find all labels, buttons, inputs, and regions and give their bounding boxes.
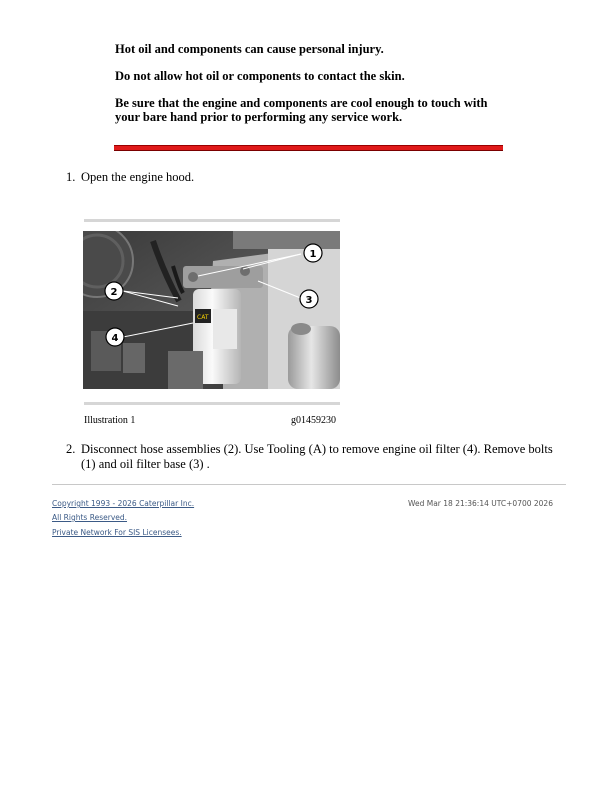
footer-copyright	[52, 499, 194, 508]
step-1-number: 1.	[66, 170, 76, 184]
svg-text:3: 3	[305, 295, 313, 306]
illustration-photo	[83, 231, 340, 389]
warning-block	[115, 42, 515, 134]
step-2-text: Disconnect hose assemblies (2). Use Tooling (A) to remove engine oil filter (4). Remove bolts (1) and oil filter base (3) .	[81, 442, 553, 471]
illustration-label: Illustration 1	[84, 415, 136, 426]
network-link[interactable]: Private Network For SIS Licensees.	[52, 528, 182, 537]
warning-line-1: Hot oil and components can cause personal injury.	[115, 42, 384, 56]
figure-bottom-rule	[84, 402, 340, 405]
rights-link[interactable]: All Rights Reserved.	[52, 513, 128, 522]
footer-network	[52, 528, 182, 537]
callout-2	[105, 282, 123, 300]
callout-3	[300, 290, 318, 308]
figure-top-rule	[84, 219, 340, 222]
svg-text:4: 4	[111, 333, 119, 344]
footer-rights	[52, 513, 127, 522]
svg-text:1: 1	[309, 249, 317, 260]
step-2-number: 2.	[66, 442, 76, 456]
warning-line-3: Be sure that the engine and components are cool enough to touch with your bare hand prior to performing any service work.	[115, 96, 488, 124]
callout-1	[304, 244, 322, 262]
callout-4	[106, 328, 124, 346]
filter-brand-text: CAT	[197, 314, 209, 321]
svg-text:2: 2	[110, 287, 118, 298]
illustration-code: g01459230	[291, 415, 336, 426]
step-1-text: Open the engine hood.	[81, 170, 195, 184]
footer-divider	[52, 484, 566, 485]
warning-line-2: Do not allow hot oil or components to contact the skin.	[115, 69, 405, 83]
copyright-link[interactable]: Copyright 1993 - 2026 Caterpillar Inc.	[52, 499, 195, 508]
warning-divider-bar	[114, 145, 503, 151]
footer-timestamp: Wed Mar 18 21:36:14 UTC+0700 2026	[408, 499, 553, 508]
